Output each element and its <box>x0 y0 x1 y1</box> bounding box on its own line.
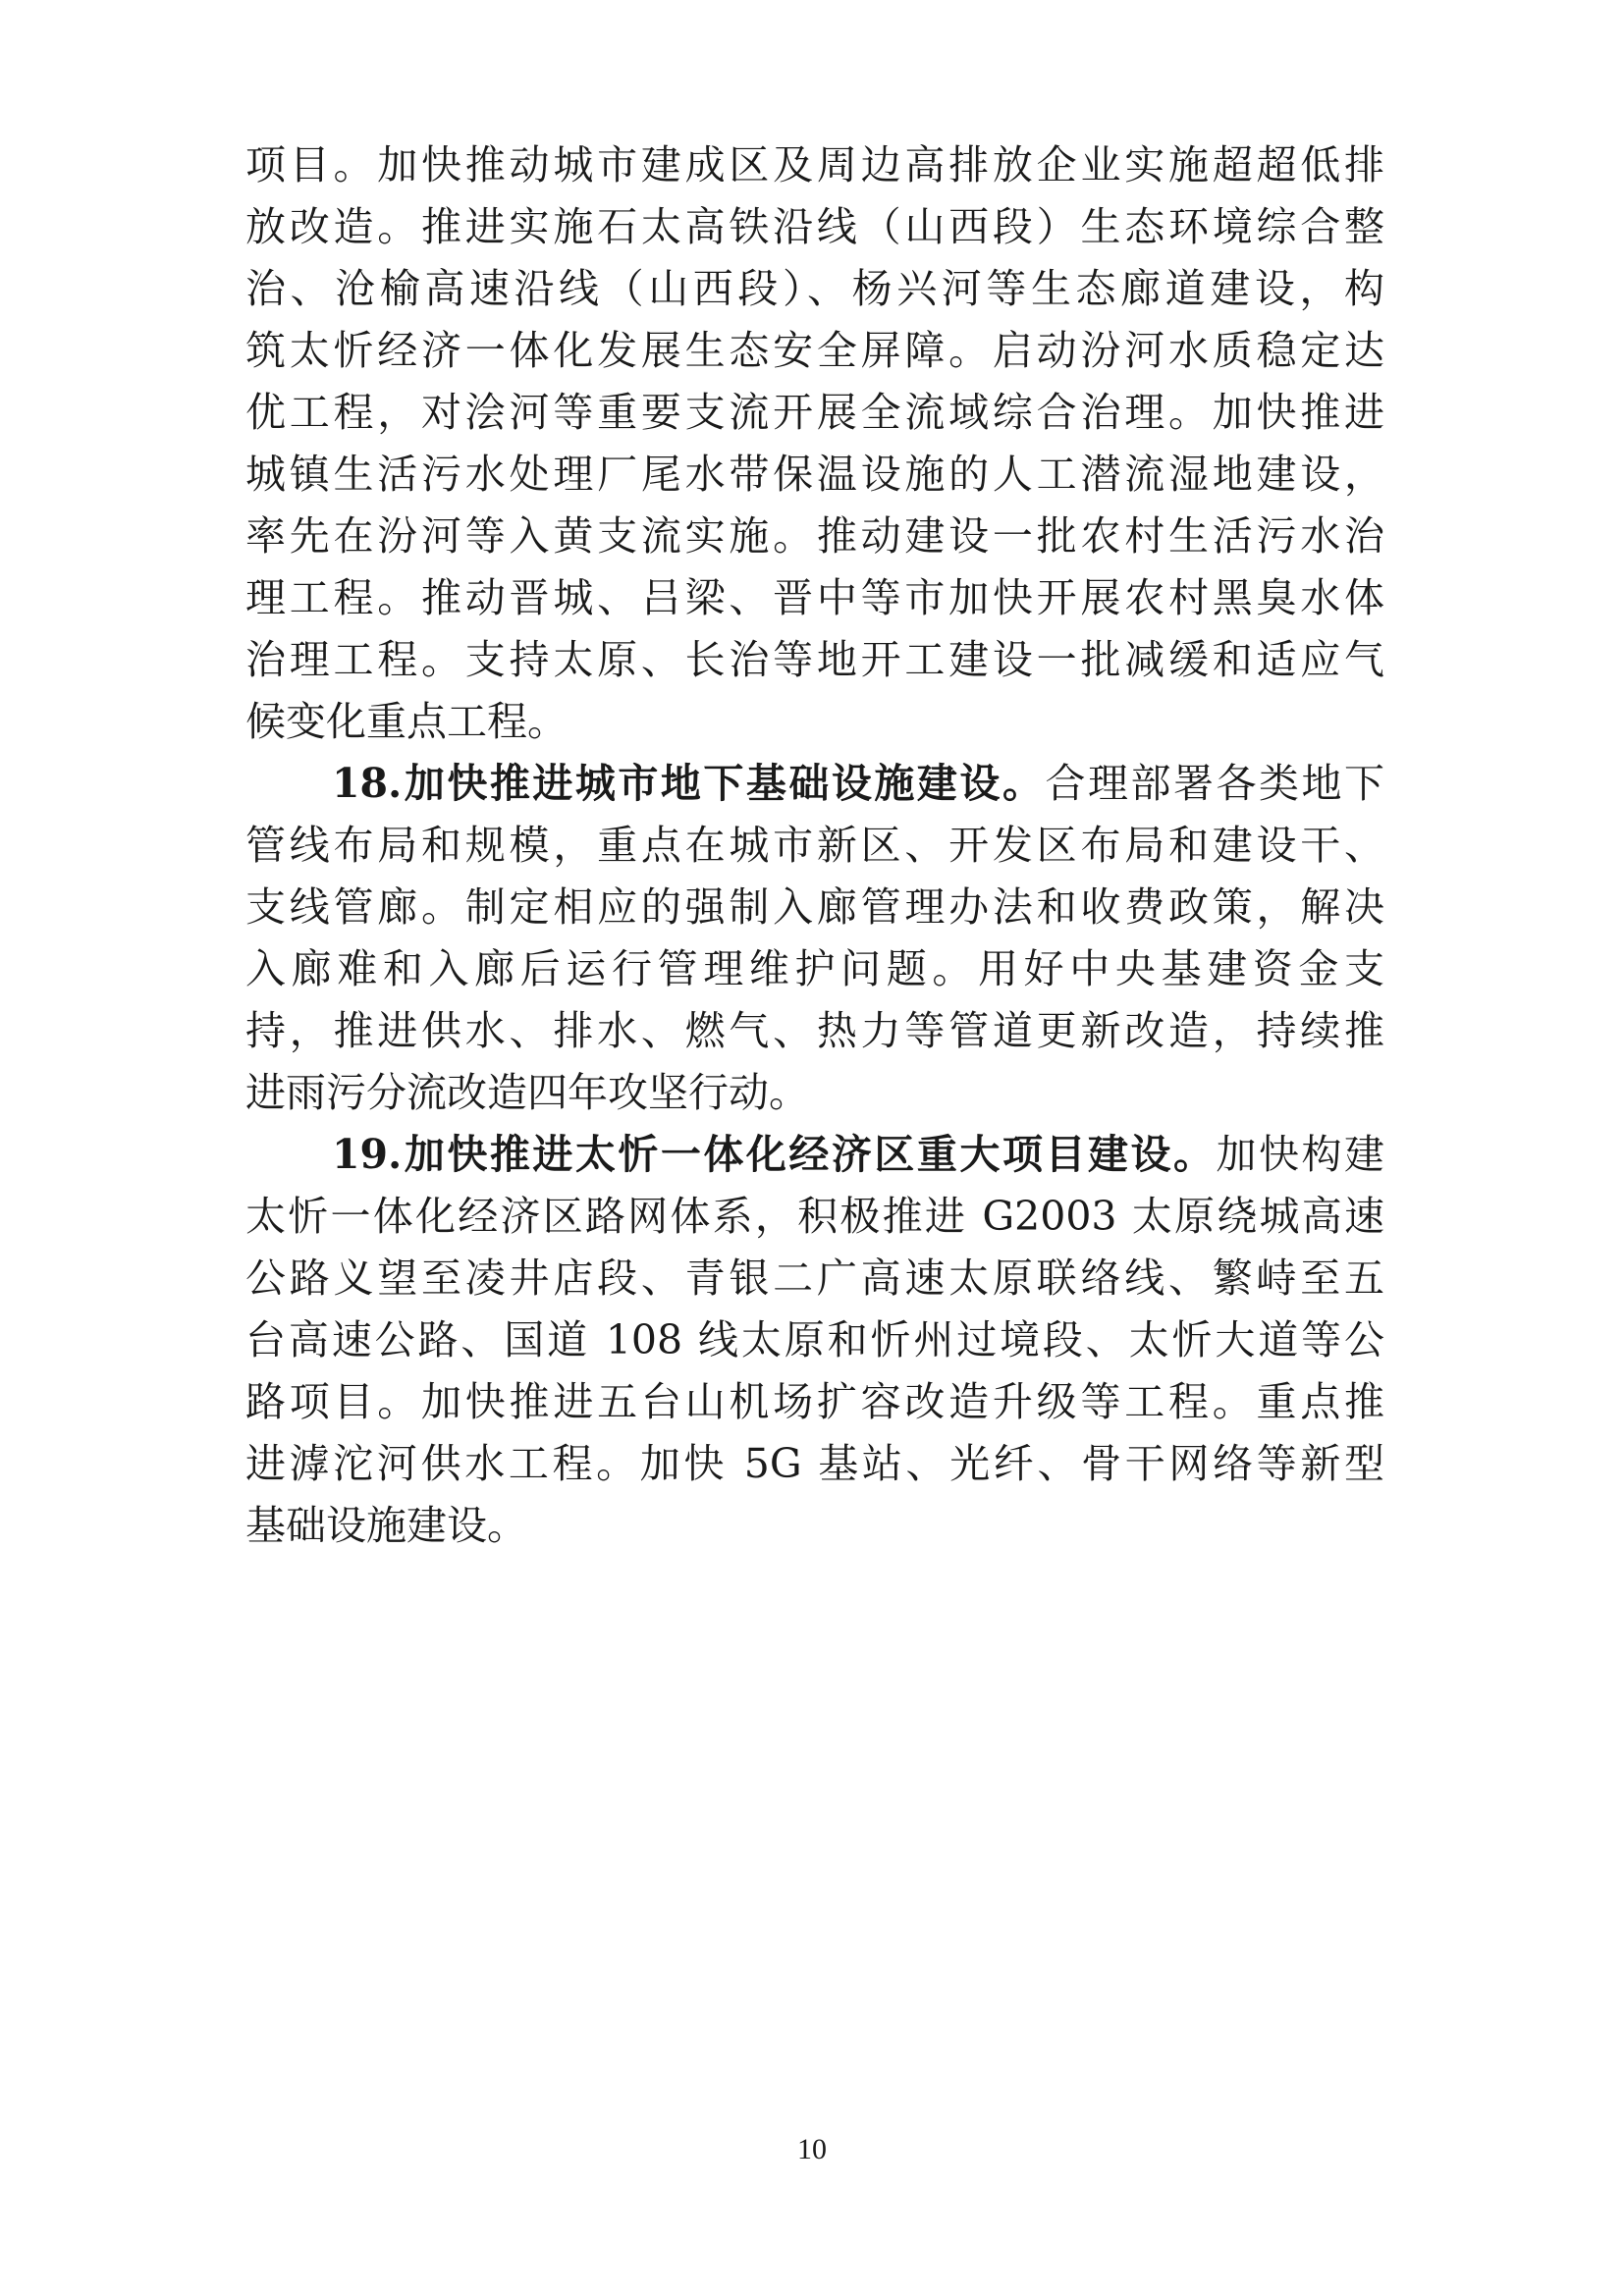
section-18-line-4: 入廊难和入廊后运行管理维护问题。用好中央基建资金支 <box>245 945 1384 992</box>
section-19-line-3: 公路义望至凌井店段、青银二广高速太原联络线、繁峙至五 <box>245 1255 1384 1302</box>
section-18-heading: 18.加快推进城市地下基础设施建设。 <box>332 760 1046 807</box>
section-19-line-2: 太忻一体化经济区路网体系，积极推进 G2003 太原绕城高速 <box>245 1193 1384 1240</box>
paragraph-1-line-2: 放改造。推进实施石太高铁沿线（山西段）生态环境综合整 <box>245 203 1384 250</box>
section-18-line-2: 管线布局和规模，重点在城市新区、开发区布局和建设干、 <box>245 822 1384 869</box>
paragraph-1-line-10: 候变化重点工程。 <box>245 698 568 745</box>
section-19-heading: 19.加快推进太忻一体化经济区重大项目建设。 <box>332 1131 1217 1178</box>
paragraph-1-line-4: 筑太忻经济一体化发展生态安全屏障。启动汾河水质稳定达 <box>245 327 1384 374</box>
paragraph-1-line-8: 理工程。推动晋城、吕梁、晋中等市加快开展农村黑臭水体 <box>245 574 1384 621</box>
section-19-first-line-text: 加快构建 <box>1216 1131 1385 1178</box>
paragraph-1-line-5: 优工程，对浍河等重要支流开展全流域综合治理。加快推进 <box>245 389 1384 436</box>
paragraph-1-line-3: 治、沧榆高速沿线（山西段）、杨兴河等生态廊道建设，构 <box>245 265 1384 312</box>
page-number: 10 <box>797 2133 827 2165</box>
section-18-line-6: 进雨污分流改造四年攻坚行动。 <box>245 1069 809 1116</box>
section-19-line-7: 基础设施建设。 <box>245 1502 527 1549</box>
section-19-line-6: 进滹沱河供水工程。加快 5G 基站、光纤、骨干网络等新型 <box>245 1440 1384 1487</box>
paragraph-1-line-1: 项目。加快推动城市建成区及周边高排放企业实施超超低排 <box>245 141 1384 188</box>
section-19-first-line <box>332 1120 1384 1189</box>
section-18-first-line-text: 合理部署各类地下 <box>1045 760 1385 807</box>
section-19-line-4: 台高速公路、国道 108 线太原和忻州过境段、太忻大道等公 <box>245 1316 1384 1363</box>
section-19-line-5: 路项目。加快推进五台山机场扩容改造升级等工程。重点推 <box>245 1378 1384 1425</box>
paragraph-1-line-9: 治理工程。支持太原、长治等地开工建设一批减缓和适应气 <box>245 636 1384 683</box>
paragraph-1-line-7: 率先在汾河等入黄支流实施。推动建设一批农村生活污水治 <box>245 512 1384 560</box>
paragraph-1-line-6: 城镇生活污水处理厂尾水带保温设施的人工潜流湿地建设， <box>245 451 1384 498</box>
section-18-first-line <box>332 749 1384 818</box>
section-18-line-3: 支线管廊。制定相应的强制入廊管理办法和收费政策，解决 <box>245 883 1384 931</box>
section-18-line-5: 持，推进供水、排水、燃气、热力等管道更新改造，持续推 <box>245 1007 1384 1054</box>
